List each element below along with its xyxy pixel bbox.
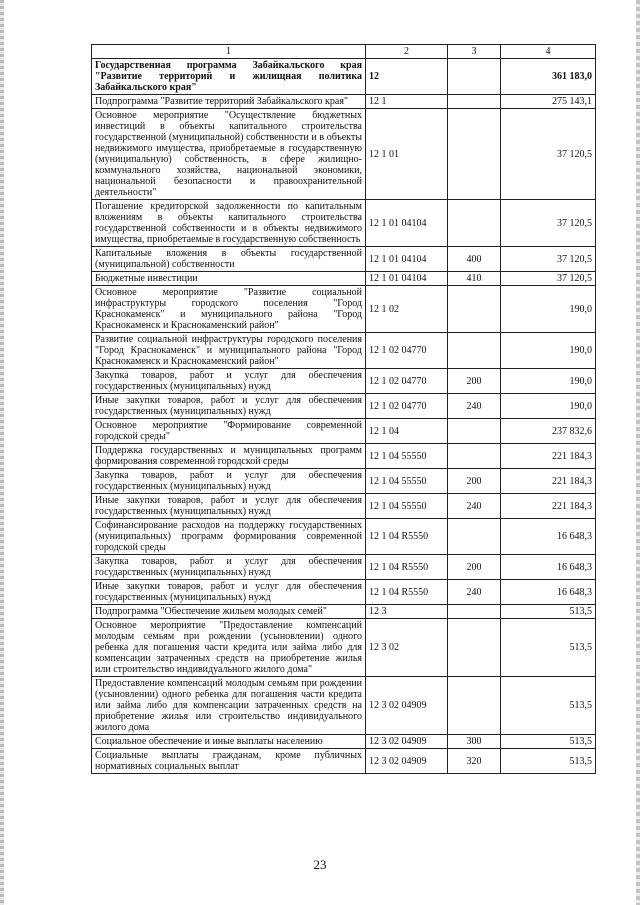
cell-vr — [448, 619, 501, 677]
cell-code: 12 1 01 04104 — [366, 200, 448, 247]
table-row — [92, 286, 596, 333]
table-row — [92, 419, 596, 444]
cell-name: Подпрограмма "Развитие территорий Забайкальского края" — [92, 95, 366, 109]
cell-name: Социальные выплаты гражданам, кроме публичных нормативных социальных выплат — [92, 749, 366, 774]
table-row — [92, 494, 596, 519]
cell-name: Иные закупки товаров, работ и услуг для обеспечения государственных (муниципальных) нужд — [92, 580, 366, 605]
cell-vr: 300 — [448, 735, 501, 749]
cell-name: Закупка товаров, работ и услуг для обеспечения государственных (муниципальных) нужд — [92, 469, 366, 494]
header-col-name: 1 — [92, 45, 366, 59]
cell-name: Социальное обеспечение и иные выплаты населению — [92, 735, 366, 749]
cell-sum: 513,5 — [501, 749, 596, 774]
cell-sum: 190,0 — [501, 286, 596, 333]
cell-code: 12 3 02 04909 — [366, 749, 448, 774]
cell-code: 12 1 02 04770 — [366, 394, 448, 419]
cell-vr: 200 — [448, 469, 501, 494]
table-row — [92, 59, 596, 95]
cell-code: 12 1 04 R5550 — [366, 555, 448, 580]
cell-vr — [448, 200, 501, 247]
cell-name: Софинансирование расходов на поддержку государственных (муниципальных) программ формирования современной городской среды — [92, 519, 366, 555]
scan-edge-right — [636, 0, 640, 905]
cell-vr — [448, 286, 501, 333]
cell-vr — [448, 444, 501, 469]
header-col-code: 2 — [366, 45, 448, 59]
table-row — [92, 469, 596, 494]
table-row — [92, 333, 596, 369]
cell-sum: 513,5 — [501, 677, 596, 735]
cell-code: 12 1 04 55550 — [366, 494, 448, 519]
cell-sum: 16 648,3 — [501, 555, 596, 580]
cell-name: Подпрограмма "Обеспечение жильем молодых семей" — [92, 605, 366, 619]
cell-name: Основное мероприятие "Предоставление компенсаций молодым семьям при рождении (усыновлении) одного ребенка для погашения части кредита или займа либо для компенсации затраченных средств на приобретение жилья или строительство индивидуального жилого дома" — [92, 619, 366, 677]
cell-vr: 240 — [448, 394, 501, 419]
cell-vr: 320 — [448, 749, 501, 774]
cell-vr — [448, 95, 501, 109]
table-row — [92, 735, 596, 749]
cell-vr — [448, 519, 501, 555]
cell-sum: 221 184,3 — [501, 469, 596, 494]
table-row — [92, 394, 596, 419]
cell-name: Капитальные вложения в объекты государственной (муниципальной) собственности — [92, 247, 366, 272]
table-row — [92, 369, 596, 394]
table-row — [92, 200, 596, 247]
cell-code: 12 3 — [366, 605, 448, 619]
table-row — [92, 95, 596, 109]
cell-name: Государственная программа Забайкальского края "Развитие территорий и жилищная политика Забайкальского края" — [92, 59, 366, 95]
cell-sum: 37 120,5 — [501, 109, 596, 200]
cell-sum: 37 120,5 — [501, 200, 596, 247]
cell-name: Развитие социальной инфраструктуры городского поселения "Город Краснокаменск" и муниципального района "Город Краснокаменск и Краснокаменский район" — [92, 333, 366, 369]
cell-code: 12 1 04 55550 — [366, 469, 448, 494]
scan-edge-left — [0, 0, 4, 905]
cell-sum: 16 648,3 — [501, 519, 596, 555]
cell-code: 12 — [366, 59, 448, 95]
cell-vr: 200 — [448, 555, 501, 580]
cell-name: Поддержка государственных и муниципальных программ формирования современной городской среды — [92, 444, 366, 469]
cell-name: Иные закупки товаров, работ и услуг для обеспечения государственных (муниципальных) нужд — [92, 494, 366, 519]
cell-name: Погашение кредиторской задолженности по капитальным вложениям в объекты капитального строительства государственной собственности и в объекты недвижимого имущества, приобретаемые в государственную собственность — [92, 200, 366, 247]
cell-sum: 221 184,3 — [501, 494, 596, 519]
cell-code: 12 1 04 R5550 — [366, 519, 448, 555]
cell-vr — [448, 419, 501, 444]
cell-code: 12 1 02 — [366, 286, 448, 333]
budget-table-body — [92, 45, 596, 774]
cell-code: 12 3 02 — [366, 619, 448, 677]
cell-sum: 513,5 — [501, 605, 596, 619]
page-number: 23 — [313, 857, 327, 872]
cell-vr — [448, 333, 501, 369]
table-row — [92, 677, 596, 735]
table-header-row — [92, 45, 596, 59]
cell-vr — [448, 677, 501, 735]
cell-vr — [448, 59, 501, 95]
cell-sum: 361 183,0 — [501, 59, 596, 95]
cell-sum: 190,0 — [501, 369, 596, 394]
cell-code: 12 3 02 04909 — [366, 735, 448, 749]
table-row — [92, 580, 596, 605]
table-row — [92, 272, 596, 286]
cell-name: Предоставление компенсаций молодым семьям при рождении (усыновлении) одного ребенка для погашения части кредита или займа либо для компенсации затраченных средств на приобретение жилья или строительство индивидуального жилого дома — [92, 677, 366, 735]
table-row — [92, 605, 596, 619]
cell-sum: 190,0 — [501, 333, 596, 369]
header-col-vr: 3 — [448, 45, 501, 59]
table-row — [92, 555, 596, 580]
cell-name: Основное мероприятие "Формирование современной городской среды" — [92, 419, 366, 444]
cell-code: 12 1 04 55550 — [366, 444, 448, 469]
table-row — [92, 749, 596, 774]
table-row — [92, 247, 596, 272]
cell-sum: 275 143,1 — [501, 95, 596, 109]
cell-name: Закупка товаров, работ и услуг для обеспечения государственных (муниципальных) нужд — [92, 369, 366, 394]
cell-code: 12 1 02 04770 — [366, 369, 448, 394]
table-row — [92, 444, 596, 469]
cell-vr: 400 — [448, 247, 501, 272]
cell-code: 12 1 01 — [366, 109, 448, 200]
cell-code: 12 1 02 04770 — [366, 333, 448, 369]
cell-name: Бюджетные инвестиции — [92, 272, 366, 286]
cell-name: Закупка товаров, работ и услуг для обеспечения государственных (муниципальных) нужд — [92, 555, 366, 580]
cell-sum: 221 184,3 — [501, 444, 596, 469]
cell-vr: 200 — [448, 369, 501, 394]
cell-sum: 513,5 — [501, 735, 596, 749]
table-row — [92, 519, 596, 555]
cell-sum: 190,0 — [501, 394, 596, 419]
table-row — [92, 619, 596, 677]
cell-sum: 37 120,5 — [501, 247, 596, 272]
budget-table — [91, 44, 596, 774]
cell-vr — [448, 605, 501, 619]
cell-sum: 16 648,3 — [501, 580, 596, 605]
cell-code: 12 1 04 — [366, 419, 448, 444]
cell-code: 12 1 01 04104 — [366, 272, 448, 286]
cell-sum: 37 120,5 — [501, 272, 596, 286]
cell-code: 12 3 02 04909 — [366, 677, 448, 735]
cell-vr — [448, 109, 501, 200]
cell-sum: 513,5 — [501, 619, 596, 677]
cell-name: Основное мероприятие "Развитие социальной инфраструктуры городского поселения "Город Краснокаменск" и муниципального района "Город Краснокаменск и Краснокаменский район" — [92, 286, 366, 333]
cell-name: Основное мероприятие "Осуществление бюджетных инвестиций в объекты капитального строительства государственной (муниципальной) собственности и в объекты недвижимого имущества, приобретаемые в государственную (муниципальную) собственность, в сфере жилищно-коммунального хозяйства, национальной экономики, национальной безопасности и правоохранительной деятельности" — [92, 109, 366, 200]
header-col-sum: 4 — [501, 45, 596, 59]
cell-vr: 410 — [448, 272, 501, 286]
cell-vr: 240 — [448, 580, 501, 605]
cell-vr: 240 — [448, 494, 501, 519]
cell-code: 12 1 — [366, 95, 448, 109]
cell-sum: 237 832,6 — [501, 419, 596, 444]
cell-name: Иные закупки товаров, работ и услуг для обеспечения государственных (муниципальных) нужд — [92, 394, 366, 419]
cell-code: 12 1 04 R5550 — [366, 580, 448, 605]
table-row — [92, 109, 596, 200]
cell-code: 12 1 01 04104 — [366, 247, 448, 272]
